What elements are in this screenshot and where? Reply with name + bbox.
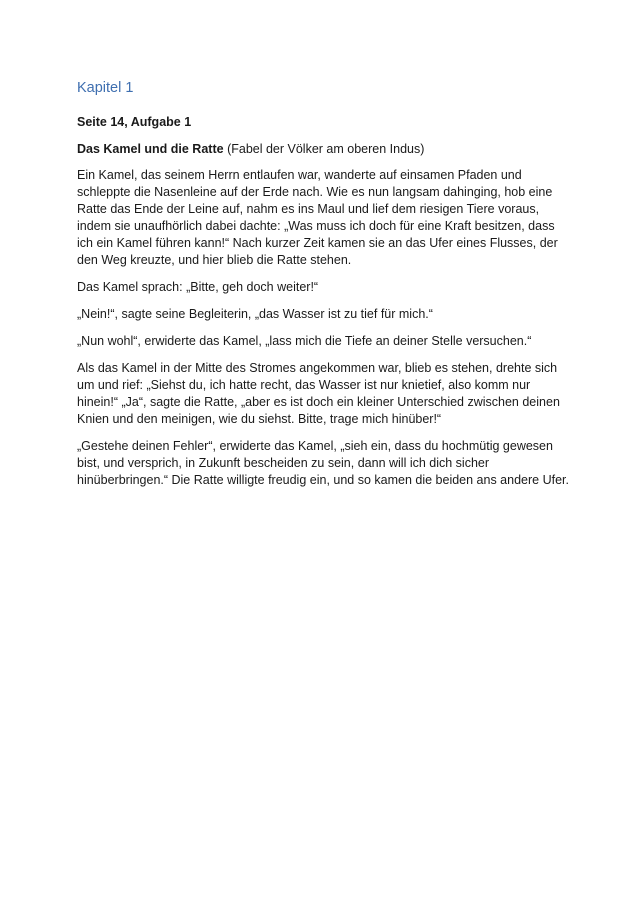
- chapter-heading: Kapitel 1: [77, 80, 134, 96]
- paragraph: „Nein!“, sagte seine Begleiterin, „das Wasser ist zu tief für mich.“: [77, 307, 433, 321]
- story-title: Das Kamel und die Ratte: [77, 142, 224, 156]
- paragraph: Das Kamel sprach: „Bitte, geh doch weiter!“: [77, 280, 319, 294]
- paragraph: Ein Kamel, das seinem Herrn entlaufen war, wanderte auf einsamen Pfaden und schleppte die Nasenleine auf der Erde nach. Wie es nun langsam dahinging, hob eine Ratte das Ende der Leine auf, nahm es ins Maul und lief dem riesigen Tiere voraus, indem sie unaufhörlich dabei dachte: „Was muss ich doch für eine Kraft besitzen, dass ich ein Kamel führen kann!“ Nach kurzer Zeit kamen sie an das Ufer eines Flusses, der den Weg kreuzte, und hier blieb die Ratte stehen.: [77, 168, 558, 267]
- story-subtitle: (Fabel der Völker am oberen Indus): [227, 142, 425, 156]
- section-heading: Seite 14, Aufgabe 1: [77, 115, 192, 129]
- story-title-line: [77, 140, 572, 158]
- paragraph: Als das Kamel in der Mitte des Stromes angekommen war, blieb es stehen, drehte sich um und rief: „Siehst du, ich hatte recht, das Wasser ist nur knietief, also komm nur hinein!“ „Ja“, sagte die Ratte, „aber es ist doch ein kleiner Unterschied zwischen deinen Knien und den meinigen, wie du siehst. Bitte, trage mich hinüber!“: [77, 361, 560, 426]
- paragraph: „Nun wohl“, erwiderte das Kamel, „lass mich die Tiefe an deiner Stelle versuchen.“: [77, 334, 532, 348]
- document-page: [77, 78, 572, 499]
- paragraph: „Gestehe deinen Fehler“, erwiderte das Kamel, „sieh ein, dass du hochmütig gewesen bist, und versprich, in Zukunft bescheiden zu sein, dann will ich dich sicher hinüberbringen.“ Die Ratte willigte freudig ein, und so kamen die beiden ans andere Ufer.: [77, 439, 569, 487]
